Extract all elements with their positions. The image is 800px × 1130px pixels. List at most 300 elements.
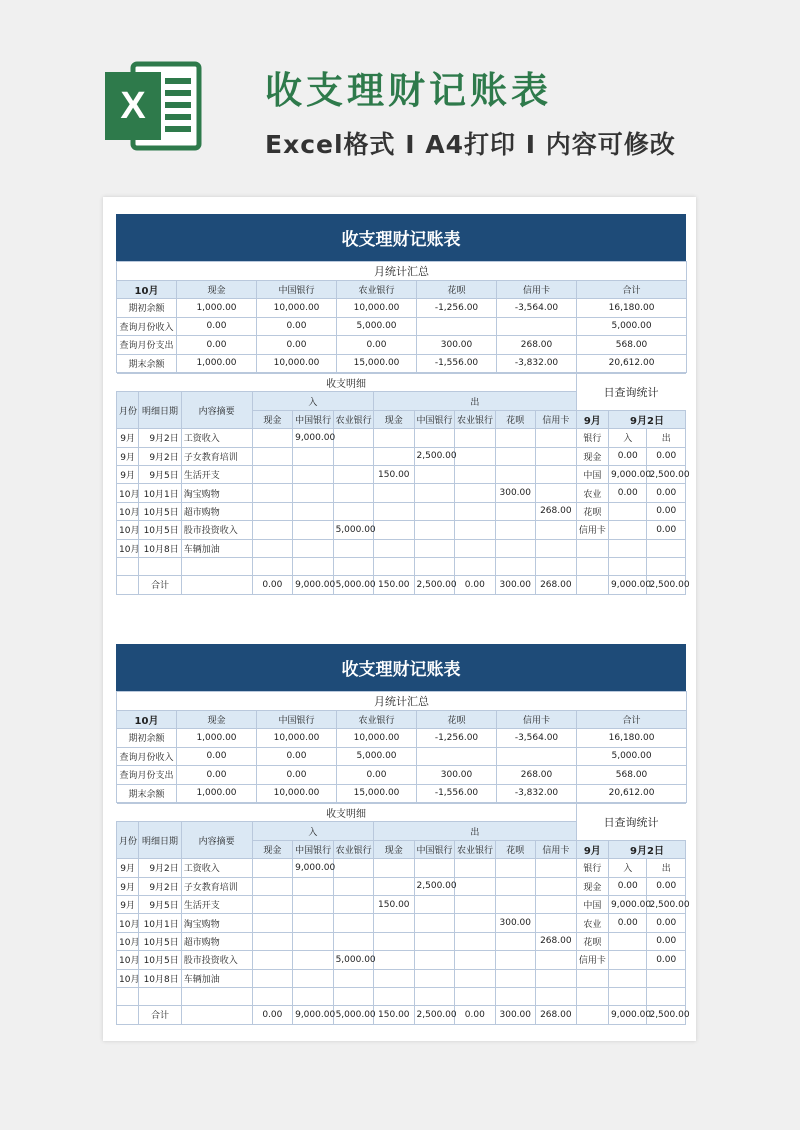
daily-title: 日查询统计 bbox=[576, 804, 685, 841]
detail-cell: 10月1日 bbox=[139, 914, 182, 932]
summary-header-cell: 中国银行 bbox=[257, 280, 337, 299]
detail-cell: 超市购物 bbox=[181, 502, 252, 520]
detail-cell bbox=[293, 539, 333, 557]
summary-header-cell: 花呗 bbox=[417, 710, 497, 729]
detail-cell: 10月 bbox=[117, 484, 139, 502]
detail-cell bbox=[252, 521, 292, 539]
detail-cell: 150.00 bbox=[374, 465, 414, 483]
summary-cell: 10,000.00 bbox=[257, 784, 337, 803]
daily-cell bbox=[647, 969, 686, 987]
daily-cell bbox=[609, 557, 647, 575]
summary-cell: -1,256.00 bbox=[417, 299, 497, 318]
summary-cell: 查询月份收入 bbox=[117, 747, 177, 766]
daily-cell: 0.00 bbox=[609, 447, 647, 465]
summary-cell: 10,000.00 bbox=[257, 729, 337, 748]
summary-row bbox=[117, 299, 687, 318]
total-cell: 268.00 bbox=[536, 1006, 577, 1024]
detail-cell bbox=[374, 429, 414, 447]
detail-cell: 10月5日 bbox=[139, 521, 182, 539]
summary-row bbox=[117, 317, 687, 336]
summary-cell: 10,000.00 bbox=[337, 729, 417, 748]
summary-header-cell: 中国银行 bbox=[257, 710, 337, 729]
daily-cell bbox=[609, 502, 647, 520]
summary-row bbox=[117, 747, 687, 766]
detail-out-col: 中国银行 bbox=[414, 840, 454, 858]
detail-cell: 2,500.00 bbox=[414, 447, 454, 465]
detail-cell bbox=[333, 859, 373, 877]
summary-cell: 1,000.00 bbox=[177, 299, 257, 318]
detail-cell bbox=[495, 951, 535, 969]
detail-cell bbox=[536, 987, 577, 1005]
detail-cell: 9月 bbox=[117, 895, 139, 913]
daily-in-header: 入 bbox=[609, 859, 647, 877]
detail-cell bbox=[495, 539, 535, 557]
detail-cell bbox=[117, 557, 139, 575]
total-cell: 300.00 bbox=[495, 1006, 535, 1024]
summary-header-cell: 花呗 bbox=[417, 280, 497, 299]
detail-cell bbox=[252, 932, 292, 950]
summary-cell: 10,000.00 bbox=[337, 299, 417, 318]
daily-cell bbox=[609, 521, 647, 539]
detail-cell: 10月 bbox=[117, 521, 139, 539]
total-label: 合计 bbox=[139, 576, 182, 594]
detail-cell: 子女教育培训 bbox=[181, 447, 252, 465]
summary-cell: 1,000.00 bbox=[177, 354, 257, 373]
detail-cell: 车辆加油 bbox=[181, 539, 252, 557]
detail-in-header: 入 bbox=[252, 822, 373, 840]
total-row bbox=[117, 576, 686, 594]
detail-cell bbox=[252, 465, 292, 483]
detail-cell bbox=[536, 951, 577, 969]
daily-cell: 现金 bbox=[576, 877, 608, 895]
detail-cell: 9月 bbox=[117, 447, 139, 465]
detail-cell bbox=[374, 987, 414, 1005]
detail-row bbox=[117, 987, 686, 1005]
detail-cell bbox=[495, 859, 535, 877]
detail-cell bbox=[139, 557, 182, 575]
total-cell: 5,000.00 bbox=[333, 576, 373, 594]
detail-cell: 9月5日 bbox=[139, 895, 182, 913]
detail-out-col: 花呗 bbox=[495, 410, 535, 428]
detail-cell: 268.00 bbox=[536, 932, 577, 950]
summary-cell: 期初余额 bbox=[117, 729, 177, 748]
detail-cell bbox=[414, 539, 454, 557]
detail-cell bbox=[374, 969, 414, 987]
summary-cell: 查询月份支出 bbox=[117, 336, 177, 355]
daily-cell bbox=[647, 987, 686, 1005]
daily-cell: 银行 bbox=[576, 429, 608, 447]
sheet-2 bbox=[116, 644, 690, 1025]
detail-cell bbox=[374, 484, 414, 502]
daily-cell: 2,500.00 bbox=[647, 465, 686, 483]
detail-cell: 300.00 bbox=[495, 484, 535, 502]
summary-cell: -3,832.00 bbox=[497, 784, 577, 803]
detail-cell bbox=[455, 502, 495, 520]
detail-date-header: 明细日期 bbox=[139, 822, 182, 859]
daily-cell: 0.00 bbox=[609, 877, 647, 895]
detail-cell: 子女教育培训 bbox=[181, 877, 252, 895]
detail-cell bbox=[293, 914, 333, 932]
detail-cell bbox=[495, 932, 535, 950]
summary-cell: 268.00 bbox=[497, 766, 577, 785]
summary-cell: 0.00 bbox=[257, 766, 337, 785]
detail-cell bbox=[252, 429, 292, 447]
summary-cell: 0.00 bbox=[337, 336, 417, 355]
detail-cell: 9,000.00 bbox=[293, 429, 333, 447]
daily-cell: 0.00 bbox=[647, 502, 686, 520]
detail-cell bbox=[293, 521, 333, 539]
detail-cell bbox=[293, 484, 333, 502]
detail-cell bbox=[139, 987, 182, 1005]
detail-cell bbox=[252, 502, 292, 520]
summary-cell: 16,180.00 bbox=[577, 729, 687, 748]
detail-row bbox=[117, 969, 686, 987]
detail-date-header: 明细日期 bbox=[139, 392, 182, 429]
detail-cell bbox=[455, 465, 495, 483]
detail-in-col: 农业银行 bbox=[333, 840, 373, 858]
detail-cell: 10月 bbox=[117, 539, 139, 557]
detail-cell bbox=[293, 987, 333, 1005]
detail-month-header: 月份 bbox=[117, 822, 139, 859]
detail-cell bbox=[374, 859, 414, 877]
detail-out-col: 花呗 bbox=[495, 840, 535, 858]
detail-cell: 生活开支 bbox=[181, 895, 252, 913]
total-cell: 2,500.00 bbox=[414, 1006, 454, 1024]
excel-icon bbox=[103, 58, 203, 154]
detail-cell: 9月5日 bbox=[139, 465, 182, 483]
summary-row bbox=[117, 336, 687, 355]
detail-cell bbox=[536, 557, 577, 575]
detail-cell bbox=[455, 932, 495, 950]
detail-out-col: 信用卡 bbox=[536, 840, 577, 858]
total-daily-cell: 2,500.00 bbox=[647, 1006, 686, 1024]
total-daily-cell: 9,000.00 bbox=[609, 1006, 647, 1024]
summary-cell: 300.00 bbox=[417, 766, 497, 785]
daily-cell: 0.00 bbox=[647, 914, 686, 932]
daily-cell: 0.00 bbox=[647, 932, 686, 950]
detail-cell bbox=[414, 987, 454, 1005]
detail-cell: 9月2日 bbox=[139, 859, 182, 877]
daily-cell bbox=[576, 539, 608, 557]
detail-cell bbox=[495, 987, 535, 1005]
summary-cell: 1,000.00 bbox=[177, 784, 257, 803]
detail-cell bbox=[455, 877, 495, 895]
summary-cell: 0.00 bbox=[337, 766, 417, 785]
summary-header-cell: 10月 bbox=[117, 710, 177, 729]
detail-cell bbox=[414, 914, 454, 932]
sheet-title: 收支理财记账表 bbox=[116, 214, 686, 261]
summary-title: 月统计汇总 bbox=[117, 262, 687, 281]
detail-cell bbox=[495, 877, 535, 895]
detail-cell: 超市购物 bbox=[181, 932, 252, 950]
detail-row bbox=[117, 557, 686, 575]
detail-title: 收支明细 bbox=[117, 374, 577, 392]
detail-cell bbox=[293, 447, 333, 465]
detail-in-col: 现金 bbox=[252, 840, 292, 858]
summary-cell: 0.00 bbox=[177, 336, 257, 355]
detail-cell bbox=[293, 895, 333, 913]
summary-cell: -3,564.00 bbox=[497, 729, 577, 748]
detail-cell bbox=[414, 895, 454, 913]
daily-cell: 0.00 bbox=[609, 914, 647, 932]
detail-cell bbox=[117, 987, 139, 1005]
summary-cell: 15,000.00 bbox=[337, 354, 417, 373]
detail-desc-header: 内容摘要 bbox=[181, 392, 252, 429]
summary-cell: 0.00 bbox=[257, 317, 337, 336]
detail-row bbox=[117, 429, 686, 447]
page-title: 收支理财记账表 bbox=[265, 69, 552, 112]
daily-cell: 2,500.00 bbox=[647, 895, 686, 913]
detail-cell bbox=[333, 969, 373, 987]
detail-cell bbox=[333, 987, 373, 1005]
detail-cell bbox=[293, 465, 333, 483]
summary-cell: 查询月份支出 bbox=[117, 766, 177, 785]
detail-row bbox=[117, 914, 686, 932]
detail-cell bbox=[374, 557, 414, 575]
daily-cell bbox=[609, 987, 647, 1005]
daily-cell bbox=[647, 557, 686, 575]
detail-cell bbox=[293, 932, 333, 950]
detail-cell bbox=[333, 895, 373, 913]
summary-cell: 期末余额 bbox=[117, 784, 177, 803]
summary-cell: 1,000.00 bbox=[177, 729, 257, 748]
detail-cell: 268.00 bbox=[536, 502, 577, 520]
summary-cell bbox=[497, 747, 577, 766]
summary-cell: 10,000.00 bbox=[257, 299, 337, 318]
monthly-summary-table bbox=[116, 691, 687, 803]
detail-cell bbox=[536, 969, 577, 987]
summary-cell: 期初余额 bbox=[117, 299, 177, 318]
detail-cell bbox=[374, 539, 414, 557]
detail-cell bbox=[536, 484, 577, 502]
detail-cell bbox=[333, 932, 373, 950]
summary-header-cell: 农业银行 bbox=[337, 280, 417, 299]
daily-out-header: 出 bbox=[647, 429, 686, 447]
detail-out-col: 农业银行 bbox=[455, 840, 495, 858]
detail-cell bbox=[252, 484, 292, 502]
detail-cell bbox=[181, 557, 252, 575]
detail-row bbox=[117, 895, 686, 913]
daily-day-header: 9月2日 bbox=[609, 840, 686, 858]
detail-cell bbox=[252, 557, 292, 575]
detail-cell bbox=[252, 987, 292, 1005]
detail-cell: 9月 bbox=[117, 877, 139, 895]
daily-cell: 农业 bbox=[576, 484, 608, 502]
detail-cell: 10月 bbox=[117, 502, 139, 520]
daily-in-header: 入 bbox=[609, 429, 647, 447]
detail-cell bbox=[455, 969, 495, 987]
detail-cell: 10月5日 bbox=[139, 932, 182, 950]
detail-cell: 9月2日 bbox=[139, 429, 182, 447]
daily-cell: 信用卡 bbox=[576, 521, 608, 539]
detail-cell bbox=[414, 465, 454, 483]
detail-cell bbox=[333, 539, 373, 557]
summary-cell: 0.00 bbox=[257, 336, 337, 355]
summary-header-cell: 现金 bbox=[177, 710, 257, 729]
detail-cell: 股市投资收入 bbox=[181, 951, 252, 969]
total-cell: 150.00 bbox=[374, 576, 414, 594]
detail-cell bbox=[333, 429, 373, 447]
daily-cell: 现金 bbox=[576, 447, 608, 465]
detail-cell bbox=[495, 465, 535, 483]
summary-header-cell: 合计 bbox=[577, 280, 687, 299]
detail-cell bbox=[293, 502, 333, 520]
detail-cell bbox=[374, 951, 414, 969]
detail-cell bbox=[414, 429, 454, 447]
summary-cell: 0.00 bbox=[177, 747, 257, 766]
monthly-summary-table bbox=[116, 261, 687, 373]
summary-header-cell: 农业银行 bbox=[337, 710, 417, 729]
detail-cell bbox=[414, 557, 454, 575]
detail-in-col: 农业银行 bbox=[333, 410, 373, 428]
detail-out-col: 农业银行 bbox=[455, 410, 495, 428]
daily-cell bbox=[576, 969, 608, 987]
detail-row bbox=[117, 502, 686, 520]
total-cell: 9,000.00 bbox=[293, 1006, 333, 1024]
summary-cell: 5,000.00 bbox=[337, 317, 417, 336]
detail-row bbox=[117, 859, 686, 877]
daily-month-header: 9月 bbox=[576, 410, 608, 428]
detail-cell bbox=[495, 502, 535, 520]
summary-cell: 20,612.00 bbox=[577, 784, 687, 803]
detail-cell bbox=[455, 484, 495, 502]
detail-cell bbox=[495, 447, 535, 465]
detail-cell: 9,000.00 bbox=[293, 859, 333, 877]
summary-row bbox=[117, 784, 687, 803]
detail-row bbox=[117, 932, 686, 950]
summary-header-cell: 合计 bbox=[577, 710, 687, 729]
detail-cell bbox=[333, 447, 373, 465]
detail-cell bbox=[181, 987, 252, 1005]
summary-header-row bbox=[117, 280, 687, 299]
daily-cell: 0.00 bbox=[647, 484, 686, 502]
detail-row bbox=[117, 539, 686, 557]
total-cell: 300.00 bbox=[495, 576, 535, 594]
total-row bbox=[117, 1006, 686, 1024]
daily-cell bbox=[576, 557, 608, 575]
detail-cell bbox=[536, 447, 577, 465]
detail-cell bbox=[455, 987, 495, 1005]
detail-cell bbox=[252, 951, 292, 969]
detail-cell bbox=[455, 429, 495, 447]
daily-cell bbox=[609, 951, 647, 969]
detail-in-col: 中国银行 bbox=[293, 840, 333, 858]
total-cell: 0.00 bbox=[455, 1006, 495, 1024]
detail-cell bbox=[293, 969, 333, 987]
detail-cell bbox=[414, 932, 454, 950]
detail-cell bbox=[333, 465, 373, 483]
summary-cell: 期末余额 bbox=[117, 354, 177, 373]
detail-cell bbox=[455, 447, 495, 465]
detail-cell: 淘宝购物 bbox=[181, 914, 252, 932]
daily-cell bbox=[609, 539, 647, 557]
detail-table bbox=[116, 803, 690, 1025]
detail-cell: 10月 bbox=[117, 914, 139, 932]
detail-cell bbox=[495, 521, 535, 539]
summary-cell: 568.00 bbox=[577, 336, 687, 355]
total-cell: 2,500.00 bbox=[414, 576, 454, 594]
daily-cell: 信用卡 bbox=[576, 951, 608, 969]
detail-cell bbox=[414, 951, 454, 969]
detail-cell: 9月 bbox=[117, 429, 139, 447]
total-cell: 0.00 bbox=[252, 1006, 292, 1024]
summary-header-cell: 信用卡 bbox=[497, 280, 577, 299]
daily-cell: 花呗 bbox=[576, 932, 608, 950]
detail-cell bbox=[252, 447, 292, 465]
detail-cell bbox=[333, 557, 373, 575]
summary-header-cell: 信用卡 bbox=[497, 710, 577, 729]
detail-cell: 10月8日 bbox=[139, 539, 182, 557]
summary-cell bbox=[497, 317, 577, 336]
summary-cell: 5,000.00 bbox=[577, 747, 687, 766]
daily-cell bbox=[609, 932, 647, 950]
detail-cell bbox=[536, 859, 577, 877]
detail-cell bbox=[455, 951, 495, 969]
detail-cell bbox=[293, 951, 333, 969]
detail-cell bbox=[333, 914, 373, 932]
daily-cell: 0.00 bbox=[647, 521, 686, 539]
detail-cell: 10月 bbox=[117, 932, 139, 950]
detail-cell: 淘宝购物 bbox=[181, 484, 252, 502]
summary-cell: 15,000.00 bbox=[337, 784, 417, 803]
detail-cell: 生活开支 bbox=[181, 465, 252, 483]
total-cell: 150.00 bbox=[374, 1006, 414, 1024]
detail-cell bbox=[536, 429, 577, 447]
detail-out-header: 出 bbox=[374, 822, 577, 840]
daily-month-header: 9月 bbox=[576, 840, 608, 858]
daily-cell: 中国 bbox=[576, 895, 608, 913]
detail-cell bbox=[455, 859, 495, 877]
detail-cell bbox=[414, 521, 454, 539]
summary-row bbox=[117, 729, 687, 748]
detail-cell: 5,000.00 bbox=[333, 521, 373, 539]
detail-in-col: 现金 bbox=[252, 410, 292, 428]
daily-cell: 9,000.00 bbox=[609, 465, 647, 483]
daily-out-header: 出 bbox=[647, 859, 686, 877]
daily-title: 日查询统计 bbox=[576, 374, 685, 411]
detail-out-header: 出 bbox=[374, 392, 577, 410]
summary-cell: 0.00 bbox=[257, 747, 337, 766]
detail-cell: 5,000.00 bbox=[333, 951, 373, 969]
detail-cell bbox=[293, 557, 333, 575]
detail-cell: 车辆加油 bbox=[181, 969, 252, 987]
sheet-1 bbox=[116, 214, 690, 595]
detail-cell bbox=[293, 877, 333, 895]
detail-cell bbox=[536, 877, 577, 895]
detail-month-header: 月份 bbox=[117, 392, 139, 429]
detail-row bbox=[117, 465, 686, 483]
total-cell: 0.00 bbox=[455, 576, 495, 594]
detail-cell bbox=[333, 502, 373, 520]
daily-cell: 9,000.00 bbox=[609, 895, 647, 913]
daily-cell: 0.00 bbox=[609, 484, 647, 502]
detail-cell bbox=[374, 502, 414, 520]
detail-cell bbox=[536, 914, 577, 932]
daily-cell bbox=[647, 539, 686, 557]
summary-cell bbox=[417, 317, 497, 336]
detail-cell bbox=[374, 521, 414, 539]
detail-out-col: 中国银行 bbox=[414, 410, 454, 428]
detail-desc-header: 内容摘要 bbox=[181, 822, 252, 859]
sheet-title: 收支理财记账表 bbox=[116, 644, 686, 691]
detail-out-col: 现金 bbox=[374, 840, 414, 858]
summary-cell: 300.00 bbox=[417, 336, 497, 355]
daily-cell: 0.00 bbox=[647, 951, 686, 969]
detail-cell bbox=[414, 484, 454, 502]
detail-cell: 10月5日 bbox=[139, 502, 182, 520]
summary-header-cell: 10月 bbox=[117, 280, 177, 299]
detail-cell: 9月2日 bbox=[139, 447, 182, 465]
